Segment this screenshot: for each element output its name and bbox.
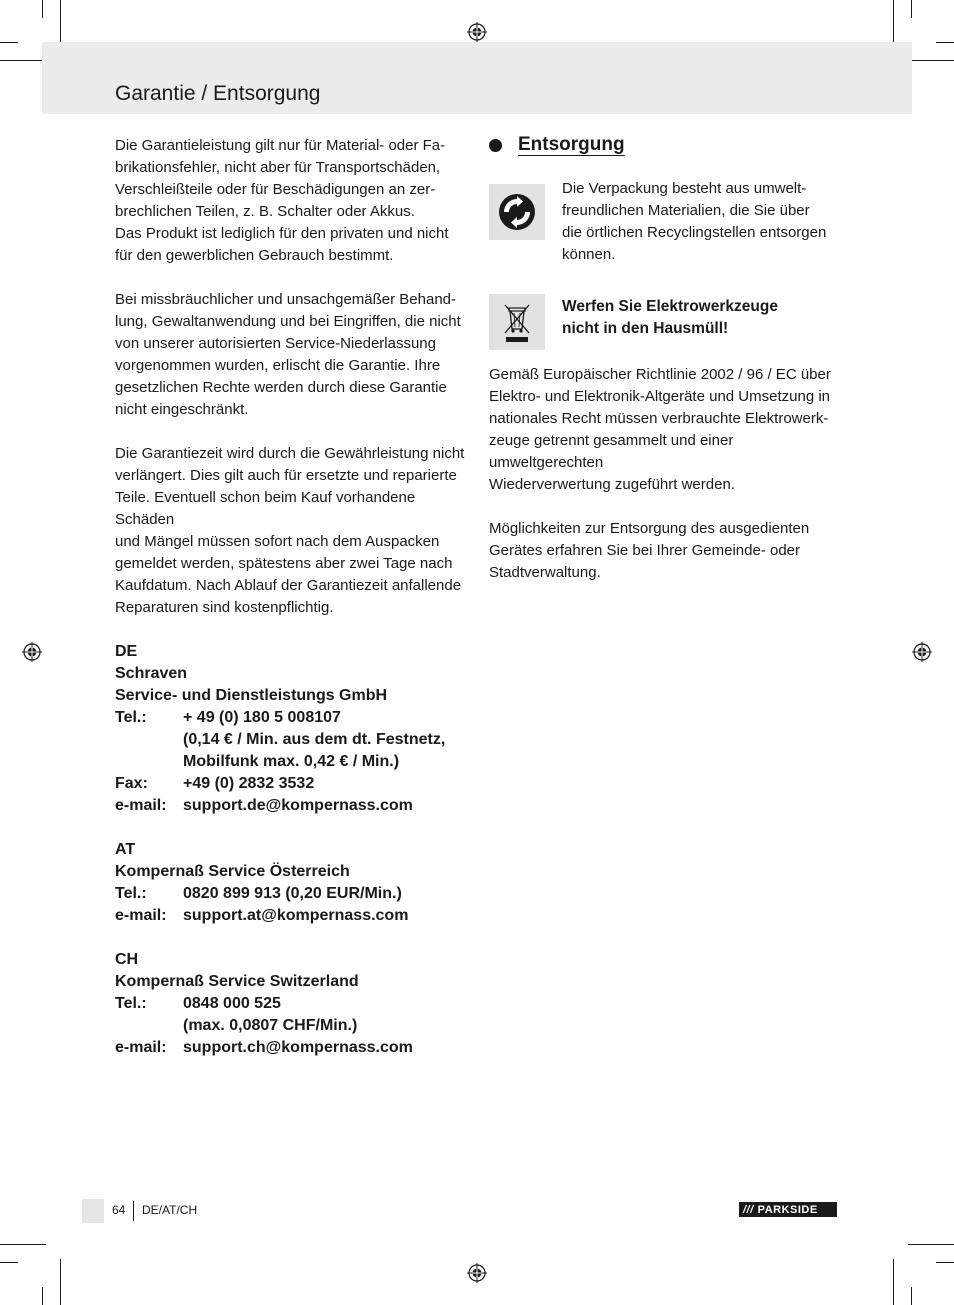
weee-row bbox=[489, 294, 841, 350]
crossed-bin-icon bbox=[497, 300, 537, 344]
crop-mark bbox=[0, 1244, 46, 1245]
crop-mark bbox=[911, 0, 912, 18]
company-name: Schraven bbox=[115, 665, 188, 682]
phone-number: + 49 (0) 180 5 008107 bbox=[183, 709, 341, 726]
company-name: Kompernaß Service Switzerland bbox=[115, 973, 359, 990]
logo-text: PARKSIDE bbox=[757, 1203, 818, 1216]
directive-paragraph: Gemäß Europäischer Richtlinie 2002 / 96 / EC über Elektro- und Elektronik-Altgeräte und Umsetzung in nationales Recht müssen verbrauchte Elektrowerk- zeuge getrennt gesammelt und einer umweltgerechten Wiederverwertung zugeführt werden. bbox=[489, 366, 831, 493]
registration-mark-icon bbox=[22, 642, 42, 662]
phone-label: Tel.: bbox=[115, 995, 147, 1012]
crop-mark bbox=[908, 60, 954, 61]
phone-note-row bbox=[115, 1015, 470, 1037]
email-row bbox=[115, 795, 470, 817]
green-dot-recycling-icon bbox=[497, 192, 537, 232]
phone-note: Mobilfunk max. 0,42 € / Min.) bbox=[183, 753, 400, 770]
phone-row bbox=[115, 993, 470, 1015]
crop-mark bbox=[0, 60, 46, 61]
crop-mark bbox=[893, 0, 894, 46]
contact-list bbox=[115, 641, 470, 1059]
phone-note: (max. 0,0807 CHF/Min.) bbox=[183, 1017, 358, 1034]
crop-mark bbox=[893, 1259, 894, 1305]
phone-row bbox=[115, 707, 470, 729]
icon-box bbox=[489, 184, 545, 240]
email-label: e-mail: bbox=[115, 1039, 167, 1056]
country-code: CH bbox=[115, 951, 139, 968]
contact-block-de bbox=[115, 641, 470, 817]
crop-mark bbox=[936, 42, 954, 43]
crop-mark bbox=[42, 0, 43, 18]
parkside-logo bbox=[739, 1202, 837, 1217]
crop-mark bbox=[936, 1262, 954, 1263]
weee-warning-text: Werfen Sie Elektrowerkzeuge nicht in den Hausmüll! bbox=[562, 298, 778, 337]
email-address[interactable]: support.ch@kompernass.com bbox=[183, 1039, 413, 1056]
country-code: DE bbox=[115, 643, 138, 660]
left-column bbox=[115, 135, 470, 1081]
crop-mark bbox=[0, 1262, 18, 1263]
phone-number: 0848 000 525 bbox=[183, 995, 281, 1012]
email-label: e-mail: bbox=[115, 797, 167, 814]
email-address[interactable]: support.at@kompernass.com bbox=[183, 907, 409, 924]
phone-label: Tel.: bbox=[115, 885, 147, 902]
contact-block-at bbox=[115, 839, 470, 927]
crop-mark bbox=[911, 1287, 912, 1305]
crop-mark bbox=[0, 42, 18, 43]
logo-slashes: /// bbox=[743, 1203, 754, 1216]
fax-number: +49 (0) 2832 3532 bbox=[183, 775, 315, 792]
country-code: AT bbox=[115, 841, 136, 858]
crop-mark bbox=[60, 1259, 61, 1305]
company-name: Service- und Dienstleistungs GmbH bbox=[115, 687, 388, 704]
phone-label: Tel.: bbox=[115, 709, 147, 726]
crop-mark bbox=[908, 1244, 954, 1245]
contact-block-ch bbox=[115, 949, 470, 1059]
fax-row bbox=[115, 773, 470, 795]
registration-mark-icon bbox=[467, 22, 487, 42]
crop-mark bbox=[60, 0, 61, 46]
icon-box bbox=[489, 294, 545, 350]
phone-number: 0820 899 913 (0,20 EUR/Min.) bbox=[183, 885, 402, 902]
page-title: Garantie / Entsorgung bbox=[115, 82, 321, 105]
section-heading bbox=[489, 130, 841, 160]
warranty-paragraph-3: Die Garantiezeit wird durch die Gewährleistung nicht verlängert. Dies gilt auch für ersetzte und reparierte Teile. Eventuell schon beim Kauf vorhandene Schäden und Mängel müssen sofort nach dem Auspacken gemeldet werden, spätestens aber zwei Tage nach Kaufdatum. Nach Ablauf der Garantiezeit anfallende Reparaturen sind kostenpflichtig. bbox=[115, 445, 465, 616]
email-label: e-mail: bbox=[115, 907, 167, 924]
email-row bbox=[115, 1037, 470, 1059]
warranty-paragraph-2: Bei missbräuchlicher und unsachgemäßer Behand- lung, Gewaltanwendung und bei Eingriffen, die nicht von unserer autorisierten Service-Niederlassung vorgenommen wurden, erlischt die Garantie. Ihre gesetzlichen Rechte werden durch diese Garantie nicht eingeschränkt. bbox=[115, 291, 461, 418]
phone-note: (0,14 € / Min. aus dem dt. Festnetz, bbox=[183, 731, 446, 748]
phone-note-row bbox=[115, 729, 470, 751]
recycling-text: Die Verpackung besteht aus umwelt- freundlichen Materialien, die Sie über die örtlichen Recyclingstellen entsorgen können. bbox=[562, 180, 827, 263]
phone-row bbox=[115, 883, 470, 905]
email-row bbox=[115, 905, 470, 927]
footer-divider bbox=[133, 1201, 134, 1221]
registration-mark-icon bbox=[467, 1263, 487, 1283]
email-address[interactable]: support.de@kompernass.com bbox=[183, 797, 413, 814]
section-title: Entsorgung bbox=[518, 134, 625, 155]
crop-mark bbox=[42, 1287, 43, 1305]
right-column bbox=[489, 130, 841, 606]
footer-marker bbox=[82, 1199, 104, 1223]
bullet-icon bbox=[489, 139, 502, 152]
registration-mark-icon bbox=[912, 642, 932, 662]
phone-note-row bbox=[115, 751, 470, 773]
company-name: Kompernaß Service Österreich bbox=[115, 863, 350, 880]
page-number: 64 bbox=[112, 1203, 126, 1217]
country-codes: DE/AT/CH bbox=[142, 1203, 198, 1217]
warranty-paragraph-1: Die Garantieleistung gilt nur für Material- oder Fa- brikationsfehler, nicht aber für Transportschäden, Verschleißteile oder für Beschädigungen an zer- brechlichen Teilen, z. B. Schalter oder Akkus. Das Produkt ist lediglich für den privaten und nicht für den gewerblichen Gebrauch bestimmt. bbox=[115, 137, 449, 264]
recycling-row bbox=[489, 180, 841, 266]
disposal-paragraph: Möglichkeiten zur Entsorgung des ausgedienten Gerätes erfahren Sie bei Ihrer Gemeinde- oder Stadtverwaltung. bbox=[489, 520, 810, 581]
fax-label: Fax: bbox=[115, 775, 148, 792]
